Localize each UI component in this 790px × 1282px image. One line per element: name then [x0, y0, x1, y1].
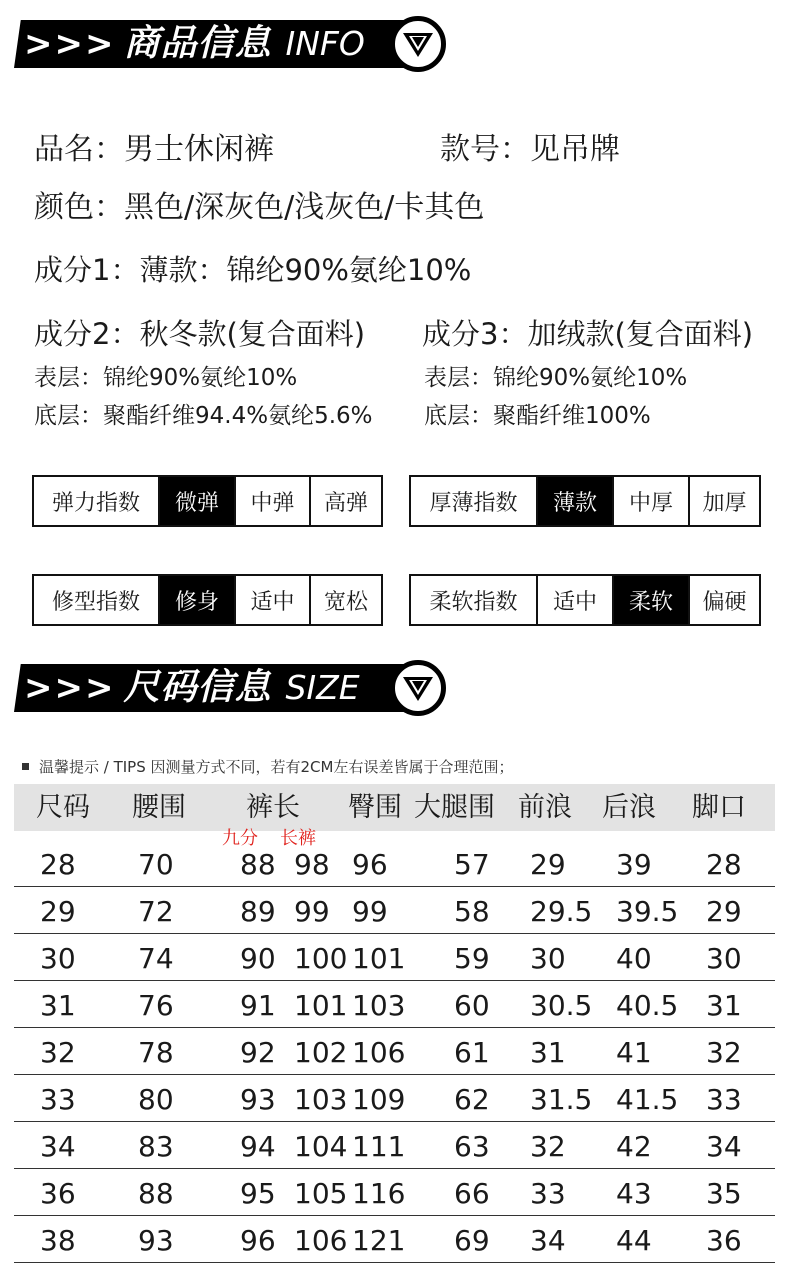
material-2-outer: 表层：锦纶90%氨纶10%: [34, 365, 298, 391]
cell-thigh: 63: [454, 1130, 490, 1163]
cell-size: 30: [40, 942, 76, 975]
elastic-index-label: 弹力指数: [51, 490, 140, 516]
softness-index-label: 柔软指数: [429, 589, 518, 615]
cell-waist: 93: [138, 1224, 174, 1257]
cell-back-rise: 41: [616, 1036, 652, 1069]
banner-title-en: SIZE: [285, 668, 360, 707]
fit-option-3: 宽松: [309, 576, 381, 624]
cell-front-rise: 30: [530, 942, 566, 975]
table-row: [14, 1075, 775, 1122]
info-banner: [14, 16, 446, 72]
thickness-index: [409, 475, 761, 527]
cell-length-nine: 90: [240, 942, 276, 975]
table-row: [14, 1122, 775, 1169]
sub-header-nine-tenths: 九分: [222, 828, 258, 849]
table-row: [14, 981, 775, 1028]
cell-size: 36: [40, 1177, 76, 1210]
banner-title-en: INFO: [285, 24, 365, 63]
table-row: [14, 1028, 775, 1075]
sub-header-full-length: 长裤: [280, 828, 316, 849]
cell-waist: 76: [138, 989, 174, 1022]
cell-length-nine: 95: [240, 1177, 276, 1210]
cell-front-rise: 32: [530, 1130, 566, 1163]
cell-thigh: 58: [454, 895, 490, 928]
cell-waist: 83: [138, 1130, 174, 1163]
softness-option-1: 适中: [536, 576, 612, 624]
size-banner: [14, 660, 446, 716]
thickness-option-3: 加厚: [688, 477, 759, 525]
cell-front-rise: 33: [530, 1177, 566, 1210]
fit-index: [32, 574, 383, 626]
header-waist: 腰围: [132, 792, 186, 823]
cell-leg-opening: 28: [706, 848, 742, 881]
cell-thigh: 60: [454, 989, 490, 1022]
banner-title-cn: 商品信息: [123, 23, 272, 64]
cell-back-rise: 41.5: [616, 1083, 679, 1116]
cell-length-full: 100: [294, 942, 348, 975]
cell-waist: 88: [138, 1177, 174, 1210]
cell-hip: 99: [352, 895, 388, 928]
cell-front-rise: 29: [530, 848, 566, 881]
elastic-option-3: 高弹: [309, 477, 381, 525]
header-leg-opening: 脚口: [692, 792, 746, 823]
material-2-inner: 底层：聚酯纤维94.4%氨纶5.6%: [34, 403, 373, 429]
cell-size: 29: [40, 895, 76, 928]
cell-length-full: 99: [294, 895, 330, 928]
cell-hip: 121: [352, 1224, 406, 1257]
header-back-rise: 后浪: [602, 792, 656, 823]
material-3-inner: 底层：聚酯纤维100%: [424, 403, 651, 429]
banner-text: [24, 20, 365, 68]
cell-size: 32: [40, 1036, 76, 1069]
cell-size: 28: [40, 848, 76, 881]
cell-waist: 74: [138, 942, 174, 975]
elastic-option-2: 中弹: [234, 477, 309, 525]
cell-length-full: 101: [294, 989, 348, 1022]
cell-waist: 80: [138, 1083, 174, 1116]
cell-thigh: 59: [454, 942, 490, 975]
banner-title-cn: 尺码信息: [123, 667, 272, 708]
cell-back-rise: 39.5: [616, 895, 679, 928]
cell-hip: 111: [352, 1130, 406, 1163]
chevron-down-icon: [390, 16, 446, 72]
product-colors: 颜色：黑色/深灰色/浅灰色/卡其色: [34, 190, 485, 225]
cell-length-full: 106: [294, 1224, 348, 1257]
fit-option-2: 适中: [234, 576, 309, 624]
banner-arrows: >>>: [24, 24, 116, 64]
cell-size: 34: [40, 1130, 76, 1163]
cell-thigh: 62: [454, 1083, 490, 1116]
cell-length-nine: 88: [240, 848, 276, 881]
header-front-rise: 前浪: [518, 792, 572, 823]
cell-leg-opening: 32: [706, 1036, 742, 1069]
cell-size: 38: [40, 1224, 76, 1257]
material-1: 成分1：薄款：锦纶90%氨纶10%: [34, 253, 472, 287]
cell-thigh: 66: [454, 1177, 490, 1210]
cell-hip: 96: [352, 848, 388, 881]
table-row: [14, 840, 775, 887]
softness-index: [409, 574, 761, 626]
cell-leg-opening: 34: [706, 1130, 742, 1163]
softness-option-3: 偏硬: [688, 576, 759, 624]
tips-line: [22, 756, 513, 777]
header-length: 裤长: [246, 792, 300, 823]
fit-index-label: 修型指数: [51, 589, 140, 615]
cell-hip: 103: [352, 989, 406, 1022]
cell-back-rise: 40.5: [616, 989, 679, 1022]
cell-thigh: 69: [454, 1224, 490, 1257]
cell-back-rise: 43: [616, 1177, 652, 1210]
product-name: 品名：男士休闲裤: [34, 132, 274, 167]
cell-length-nine: 91: [240, 989, 276, 1022]
table-row: [14, 1169, 775, 1216]
cell-leg-opening: 31: [706, 989, 742, 1022]
cell-leg-opening: 33: [706, 1083, 742, 1116]
material-2-title: 成分2：秋冬款(复合面料): [34, 317, 366, 351]
cell-back-rise: 42: [616, 1130, 652, 1163]
cell-waist: 70: [138, 848, 174, 881]
material-3-outer: 表层：锦纶90%氨纶10%: [424, 365, 688, 391]
cell-back-rise: 39: [616, 848, 652, 881]
cell-length-nine: 92: [240, 1036, 276, 1069]
softness-option-2: 柔软: [612, 576, 688, 624]
cell-length-full: 98: [294, 848, 330, 881]
bullet-square-icon: [22, 763, 29, 770]
fit-option-1: 修身: [158, 576, 234, 624]
cell-hip: 106: [352, 1036, 406, 1069]
table-row: [14, 934, 775, 981]
thickness-index-label: 厚薄指数: [429, 490, 518, 516]
tips-text: 温馨提示 / TIPS 因测量方式不同，若有2CM左右误差皆属于合理范围；: [39, 758, 514, 776]
cell-length-full: 104: [294, 1130, 348, 1163]
header-hip: 臀围: [348, 792, 402, 823]
cell-front-rise: 30.5: [530, 989, 593, 1022]
header-thigh: 大腿围: [414, 792, 495, 823]
cell-front-rise: 29.5: [530, 895, 593, 928]
cell-thigh: 57: [454, 848, 490, 881]
cell-front-rise: 34: [530, 1224, 566, 1257]
banner-text: [24, 664, 360, 712]
elastic-index: [32, 475, 383, 527]
cell-front-rise: 31: [530, 1036, 566, 1069]
table-row: [14, 887, 775, 934]
cell-waist: 78: [138, 1036, 174, 1069]
elastic-option-1: 微弹: [158, 477, 234, 525]
cell-front-rise: 31.5: [530, 1083, 593, 1116]
cell-waist: 72: [138, 895, 174, 928]
table-row: [14, 1216, 775, 1263]
cell-length-full: 102: [294, 1036, 348, 1069]
cell-leg-opening: 36: [706, 1224, 742, 1257]
banner-arrows: >>>: [24, 668, 116, 708]
thickness-option-1: 薄款: [536, 477, 612, 525]
chevron-down-icon: [390, 660, 446, 716]
cell-thigh: 61: [454, 1036, 490, 1069]
cell-hip: 116: [352, 1177, 406, 1210]
header-size: 尺码: [36, 792, 90, 823]
size-table-header: [14, 784, 775, 831]
cell-length-nine: 89: [240, 895, 276, 928]
cell-length-full: 103: [294, 1083, 348, 1116]
cell-length-nine: 96: [240, 1224, 276, 1257]
cell-back-rise: 44: [616, 1224, 652, 1257]
product-model: 款号：见吊牌: [440, 132, 620, 167]
cell-leg-opening: 30: [706, 942, 742, 975]
thickness-option-2: 中厚: [612, 477, 688, 525]
cell-hip: 109: [352, 1083, 406, 1116]
cell-leg-opening: 35: [706, 1177, 742, 1210]
cell-size: 33: [40, 1083, 76, 1116]
cell-leg-opening: 29: [706, 895, 742, 928]
cell-size: 31: [40, 989, 76, 1022]
material-3-title: 成分3：加绒款(复合面料): [422, 317, 754, 351]
cell-length-nine: 93: [240, 1083, 276, 1116]
cell-hip: 101: [352, 942, 406, 975]
cell-length-full: 105: [294, 1177, 348, 1210]
cell-length-nine: 94: [240, 1130, 276, 1163]
cell-back-rise: 40: [616, 942, 652, 975]
